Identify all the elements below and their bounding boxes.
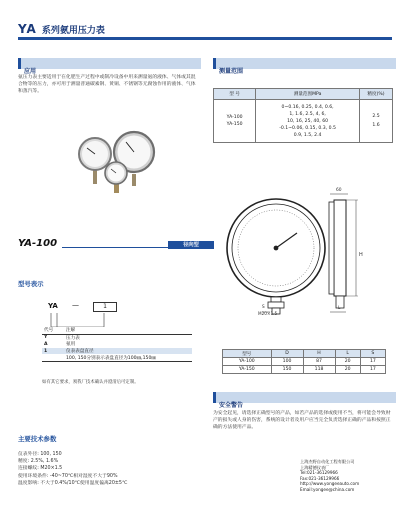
range-col-accuracy: 精度(%)	[359, 89, 392, 100]
model-banner-rule	[62, 247, 168, 248]
application-heading: 应用	[24, 68, 37, 75]
range-heading: 测量范围	[219, 68, 244, 75]
drawing-label-s: S	[262, 304, 265, 309]
drawing-hex	[268, 302, 284, 308]
range-heading-bar	[213, 58, 396, 75]
model-code-prefix: YA	[48, 302, 58, 310]
model-code-value: A	[44, 341, 48, 347]
model-code-row	[42, 348, 192, 355]
model-code-value: Y	[44, 335, 48, 341]
range-table	[213, 88, 393, 143]
spec-list	[18, 451, 208, 487]
range-model: YA-100	[226, 115, 243, 120]
company-tel: Tel:021-36129966	[300, 470, 338, 476]
spec-line: 使用环境条件: -40~70℃相对湿度不大于90%	[18, 473, 118, 479]
range-line: 0~0.16, 0.25, 0.4, 0.6,	[281, 104, 334, 110]
dimension-cell: YA-150	[223, 366, 272, 374]
model-code-value: 1	[44, 348, 48, 354]
company-name: 上海杰野自动化工程有限公司	[300, 459, 355, 464]
model-code-row	[42, 341, 192, 348]
application-text: 氨压力表主要适用于在化肥生产过程中或制冷设备中用来测量氨的液体、气体或其混合物等的压力，亦可用于测量普通碳素钢、黄铜、不锈钢等无腐蚀作用的液体、气体和蒸汽等。	[18, 75, 196, 95]
model-code-note: 100, 150分别表示表盘直径为100㎜,150㎜	[66, 355, 156, 361]
company-email: Email:yongee@china.com	[300, 486, 355, 492]
warning-heading: 安全警告	[219, 402, 244, 409]
drawing-stem	[271, 297, 281, 302]
spec-line: 温度影响: 不大于0.4%/10℃使用温度偏离20±5℃	[18, 480, 128, 486]
model-tag: 径向型	[168, 241, 214, 249]
dimension-cell: 87	[303, 358, 335, 366]
range-line: -0.1~0.06, 0.15, 0.3, 0.5	[279, 125, 336, 131]
dimension-col: S	[360, 350, 385, 358]
company-fax: Fax:021-36129966	[300, 475, 340, 481]
spec-line: 精度: 2.5%, 1.6%	[18, 459, 59, 465]
company-web: http://www.yongeeauto.com	[300, 481, 360, 487]
model-code-note: 氨用	[66, 342, 76, 348]
dimension-col: 型号	[223, 350, 272, 358]
range-line: 1, 1.6, 2.5, 4, 6,	[289, 111, 326, 117]
model-code-box: 1	[93, 302, 117, 312]
drawing-label-thread: M20×1.5	[258, 311, 278, 316]
drawing-side-case	[334, 200, 346, 296]
range-accuracy: 1.6	[372, 123, 380, 128]
warning-text: 为安全起见，请选择正确型号的产品，如若产品的选择或使用不当，将可能会导致财产的损失或人身的伤害，系统的设计者及用户应当完全负责选择正确的产品和按照正确的方法使用产品。	[213, 411, 391, 431]
gauge-front	[105, 162, 127, 193]
model-code-note: 压力表	[66, 335, 80, 341]
dimension-cell: 100	[271, 358, 303, 366]
drawing-side-bezel	[329, 202, 334, 294]
model-code-note: 仪表表盘直径	[66, 349, 94, 355]
model-code-col-code: 代号	[44, 328, 54, 334]
company-block	[300, 459, 395, 493]
company-brand: 上海精德仪表厂	[300, 464, 330, 470]
dimension-row	[223, 358, 386, 366]
product-photo	[78, 128, 170, 194]
dimension-col: D	[271, 350, 303, 358]
drawing-label-h: H	[359, 252, 363, 258]
dimension-cell: 17	[360, 358, 385, 366]
range-col-range: 测量范围MPa	[256, 89, 360, 100]
series-code: YA	[18, 22, 37, 36]
range-col-model: 型 号	[214, 89, 256, 100]
dimension-cell: 20	[335, 358, 360, 366]
dimension-cell: YA-100	[223, 358, 272, 366]
range-line: 10, 16, 25, 40, 60	[287, 118, 329, 124]
dimension-row	[223, 366, 386, 374]
series-title: 系列氨用压力表	[41, 26, 105, 36]
model-code-dash: —	[72, 301, 79, 309]
spec-line: 仪表外径: 100, 150	[18, 452, 62, 457]
dimension-cell: 118	[303, 366, 335, 374]
drawing-label-l: L	[338, 305, 341, 310]
dimension-cell: 17	[360, 366, 385, 374]
dimension-table	[222, 349, 386, 374]
model-name: YA-100	[18, 238, 58, 249]
model-code-remark: 如有其它要求，须我厂技术确认并澄清后可定制。	[42, 380, 139, 385]
model-code-value	[42, 354, 64, 361]
spec-heading: 主要技术参数	[18, 435, 57, 443]
spec-line: 连接螺纹: M20×1.5	[18, 466, 63, 472]
model-code-header	[42, 327, 192, 334]
application-heading-bar	[18, 58, 201, 75]
model-code-col-note: 注解	[66, 328, 76, 334]
warning-heading-bar	[213, 392, 396, 409]
model-code-table	[42, 327, 192, 362]
dimension-table-header	[223, 350, 386, 358]
dimension-col: L	[335, 350, 360, 358]
range-table-header	[214, 89, 393, 100]
dimension-drawing	[218, 188, 370, 320]
range-model: YA-150	[226, 122, 243, 127]
range-line: 0.9, 1.5, 2.4	[293, 132, 322, 138]
range-accuracy: 2.5	[372, 114, 380, 119]
model-code-leaders	[45, 313, 125, 327]
model-code-row	[42, 334, 192, 341]
drawing-pivot	[274, 246, 279, 251]
drawing-label-top: 60	[336, 188, 342, 193]
model-banner	[18, 240, 214, 252]
model-code-row	[42, 354, 192, 361]
dimension-col: H	[303, 350, 335, 358]
dimension-cell: 20	[335, 366, 360, 374]
range-table-row	[214, 100, 393, 143]
header-rule	[18, 37, 392, 40]
model-code-heading: 型号表示	[18, 280, 44, 288]
dimension-cell: 150	[271, 366, 303, 374]
